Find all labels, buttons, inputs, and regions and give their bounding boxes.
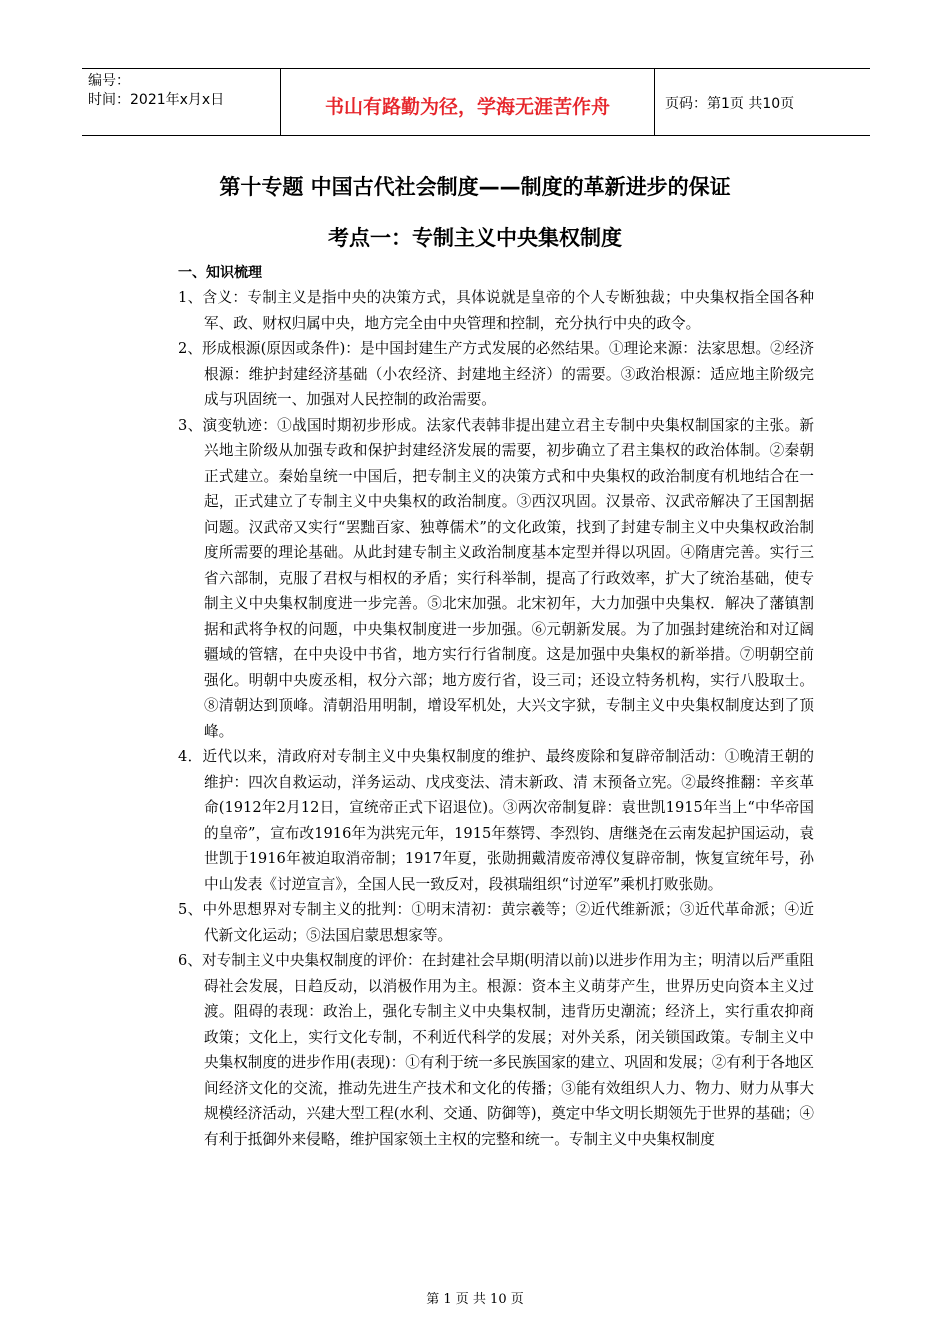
number-label: 编号： (88, 73, 130, 89)
paragraph-2: 2、形成根源(原因或条件)：是中国封建生产方式发展的必然结果。①理论来源：法家思想。②经济根源：维护封建经济基础（小农经济、封建地主经济）的需要。③政治根源：适应地主阶级完成与巩固统一、加强对人民控制的政治需要。 (178, 340, 814, 408)
content-body (178, 285, 814, 1152)
paragraph-3: 3、演变轨迹：①战国时期初步形成。法家代表韩非提出建立君主专制中央集权制国家的主张。新兴地主阶级从加强专政和保护封建经济发展的需要，初步确立了君主集权的政治体制。②秦朝正式建立。秦始皇统一中国后，把专制主义的决策方式和中央集权的政治制度有机地结合在一起，正式建立了专制主义中央集权的政治制度。③西汉巩固。汉景帝、汉武帝解决了王国割据问题。汉武帝又实行“罢黜百家、独尊儒术”的文化政策，找到了封建专制主义中央集权政治制度所需要的理论基础。从此封建专制主义政治制度基本定型并得以巩固。④隋唐完善。实行三省六部制，克服了君权与相权的矛盾；实行科举制，提高了行政效率，扩大了统治基础，使专制主义中央集权制度进一步完善。⑤北宋加强。北宋初年，大力加强中央集权．解决了藩镇割据和武将争权的问题，中央集权制度进一步加强。⑥元朝新发展。为了加强封建统治和对辽阔疆域的管辖，在中央设中书省，地方实行行省制度。这是加强中央集权的新举措。⑦明朝空前强化。明朝中央废丞相，权分六部；地方废行省，设三司；还设立特务机构，实行八股取士。⑧清朝达到顶峰。清朝沿用明制，增设军机处，大兴文字狱，专制主义中央集权制度达到了顶峰。 (178, 416, 814, 740)
page-footer: 第 1 页 共 10 页 (426, 1292, 524, 1307)
section-heading: 一、知识梳理 (178, 265, 262, 281)
document-subtitle: 考点一：专制主义中央集权制度 (328, 226, 622, 250)
paragraph-4: 4．近代以来，清政府对专制主义中央集权制度的维护、最终废除和复辟帝制活动：①晚清王朝的维护：四次自救运动，洋务运动、戊戌变法、清末新政、清 末预备立宪。②最终推翻：辛亥革命(1912年2月12日，宣统帝正式下诏退位)。③两次帝制复辟：袁世凯1915年当上“中华帝国的皇帝”，宣布改1916年为洪宪元年，1915年蔡锷、李烈钧、唐继尧在云南发起护国运动，袁世凯于1916年被迫取消帝制；1917年夏，张勋拥戴清废帝溥仪复辟帝制，恢复宣统年号，孙中山发表《讨逆宣言》，全国人民一致反对，段祺瑞组织“讨逆军”乘机打败张勋。 (178, 748, 814, 893)
paragraph-6: 6、对专制主义中央集权制度的评价：在封建社会早期(明清以前)以进步作用为主；明清以后严重阻碍社会发展，日趋反动，以消极作用为主。根源：资本主义萌芽产生，世界历史向资本主义过渡。阻碍的表现：政治上，强化专制主义中央集权制，违背历史潮流；经济上，实行重农抑商政策；文化上，实行文化专制，不利近代科学的发展；对外关系，闭关锁国政策。专制主义中央集权制度的进步作用(表现)：①有利于统一多民族国家的建立、巩固和发展；②有利于各地区间经济文化的交流，推动先进生产技术和文化的传播；③能有效组织人力、物力、财力从事大规模经济活动，兴建大型工程(水利、交通、防御等)，奠定中华文明长期领先于世界的基础；④有利于抵御外来侵略，维护国家领土主权的完整和统一。专制主义中央集权制度 (178, 952, 814, 1148)
page-info: 页码：第1页 共10页 (665, 96, 795, 112)
paragraph-1: 1、含义：专制主义是指中央的决策方式，具体说就是皇帝的个人专断独裁；中央集权指全国各种军、政、财权归属中央，地方完全由中央管理和控制，充分执行中央的政令。 (178, 289, 814, 332)
motto: 书山有路勤为径，学海无涯苦作舟 (324, 95, 610, 118)
header-page-cell (655, 69, 870, 135)
paragraph-5: 5、中外思想界对专制主义的批判：①明末清初：黄宗羲等；②近代维新派；③近代革命派；④近代新文化运动；⑤法国启蒙思想家等。 (178, 901, 814, 944)
header-table (82, 68, 870, 136)
header-meta-cell (82, 69, 281, 135)
header-motto-cell (281, 69, 655, 135)
time-label: 时间：2021年x月x日 (88, 92, 225, 108)
document-title: 第十专题 中国古代社会制度——制度的革新进步的保证 (219, 175, 731, 199)
